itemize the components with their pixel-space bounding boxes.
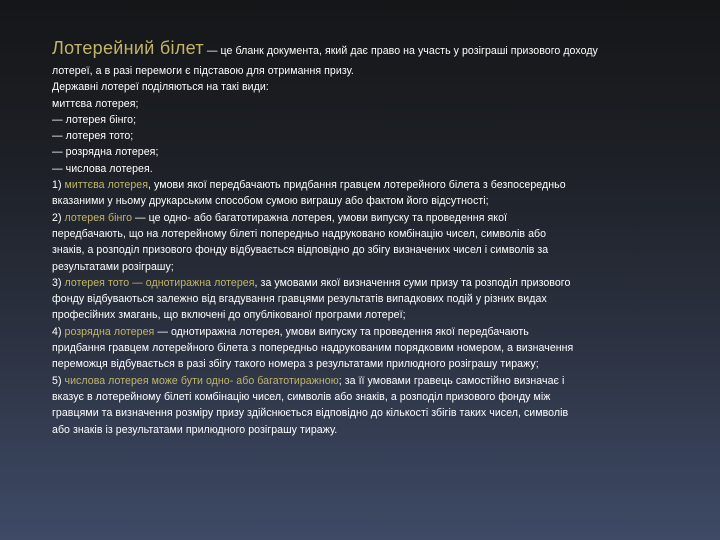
item-term: лотерея тото — однотиражна лотерея: [64, 276, 255, 289]
kind-item: — розрядна лотерея;: [52, 146, 159, 159]
item-text: ; за її умовами гравець самостійно визначає і: [338, 374, 565, 387]
item-1-first-line: [52, 177, 702, 193]
item-2-line: передбачають, що на лотерейному білеті попередньо надруковано комбінацію чисел, символів або: [52, 227, 547, 240]
item-term: числова лотерея може бути одно- або багатотиражною: [64, 374, 339, 387]
title-term: Лотерейний білет: [52, 38, 204, 58]
item-4-line: переможця відбувається в разі збігу такого номера з результатами прилюдного розіграшу тиражу;: [52, 358, 539, 371]
item-term: розрядна лотерея: [64, 325, 155, 338]
item-4-line: придбання гравцем лотерейного білета з попередньо надрукованим порядковим номером, а визначення: [52, 342, 574, 355]
kinds-heading: Державні лотереї поділяються на такі види:: [52, 81, 269, 94]
item-number: 4): [52, 325, 65, 338]
item-text: — це одно- або багатотиражна лотерея, умови випуску та проведення якої: [132, 211, 508, 224]
item-text: — однотиражна лотерея, умови випуску та проведення якої передбачають: [154, 325, 529, 338]
slide-body: [52, 36, 702, 438]
item-5-line: гравцями та визначення розміру призу здійснюється відповідно до кількості збігів таких чисел, символів: [52, 407, 569, 420]
item-1-line: вказаними у ньому друкарським способом сумою виграшу або фактом його відсутності;: [52, 195, 489, 208]
item-5-first-line: [52, 373, 702, 389]
item-number: 2): [52, 211, 65, 224]
kind-item: — лотерея тото;: [52, 130, 134, 143]
item-2-first-line: [52, 210, 702, 226]
kind-item: миттєва лотерея;: [52, 97, 139, 110]
item-text: , за умовами якої визначення суми призу та розподіл призового: [254, 276, 571, 289]
item-text: , умови якої передбачають придбання гравцем лотерейного білета з безпосередньо: [148, 179, 566, 192]
kind-item: — числова лотерея.: [52, 162, 153, 175]
item-term: миттєва лотерея: [64, 179, 149, 192]
item-3-first-line: [52, 275, 702, 291]
intro-line: [52, 36, 702, 63]
item-3-line: фонду відбуваються залежно від вгадування гравцями результатів випадкових подій у різних видах: [52, 293, 547, 306]
item-3-line: професійних змагань, що включені до опублікованої програми лотереї;: [52, 309, 406, 322]
item-2-line: знаків, а розподіл призового фонду відбувається відповідно до збігу визначених чисел і символів за: [52, 244, 549, 257]
item-number: 1): [52, 179, 65, 192]
item-2-line: результатами розіграшу;: [52, 260, 174, 273]
item-number: 3): [52, 276, 65, 289]
item-4-first-line: [52, 324, 702, 340]
item-5-line: або знаків із результатами прилюдного розіграшу тиражу.: [52, 423, 338, 436]
kind-item: — лотерея бінго;: [52, 113, 137, 126]
intro-continuation: лотереї, а в разі перемоги є підставою для отримання призу.: [52, 65, 354, 77]
item-term: лотерея бінго: [64, 211, 133, 224]
intro-definition: — це бланк документа, який дає право на участь у розіграші призового доходу: [203, 45, 598, 57]
item-5-line: вказує в лотерейному білеті комбінацію чисел, символів або знаків, а розподіл призового фонду між: [52, 390, 551, 403]
item-number: 5): [52, 374, 65, 387]
